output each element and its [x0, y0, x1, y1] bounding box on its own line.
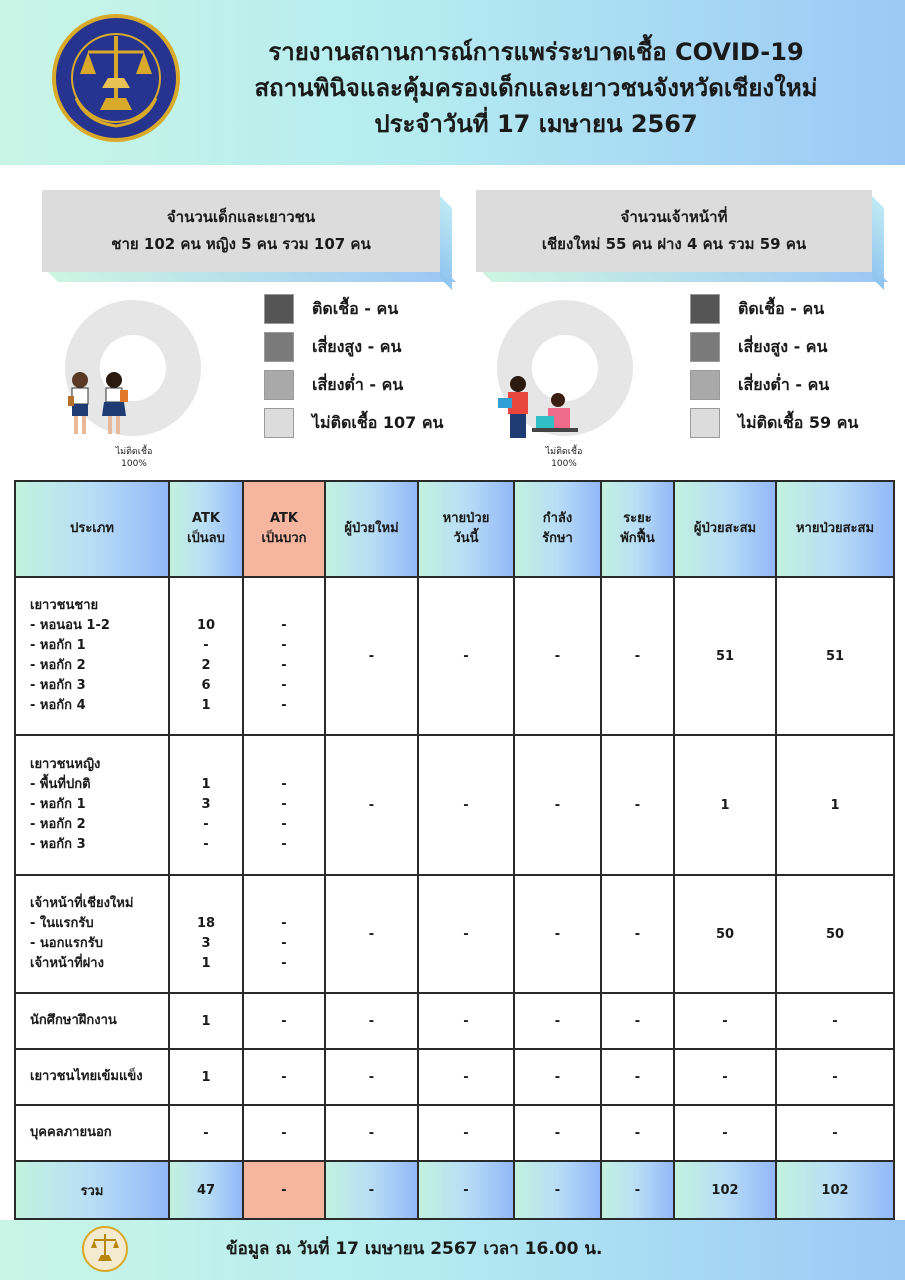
cumulative-recovered-cell: 50: [776, 875, 894, 993]
cell-value: 10: [196, 618, 216, 633]
recovered-today-cell: -: [418, 1105, 514, 1161]
legend-swatch: [690, 408, 720, 438]
legend-label: ไม่ติดเชื้อ 59 คน: [738, 412, 859, 432]
legend-label: เสี่ยงสูง - คน: [738, 336, 828, 356]
cumulative-patients-cell: -: [674, 993, 776, 1049]
cell-value: -: [281, 698, 287, 713]
under-treatment-cell: -: [514, 1105, 601, 1161]
atk-positive-cell: -: [243, 993, 325, 1049]
cell-value: 3: [201, 797, 211, 812]
type-cell: เยาวชนไทยเข้มแข็ง: [15, 1049, 169, 1105]
header-text: ระยะ: [623, 511, 652, 526]
cell-value: -: [281, 916, 287, 931]
cell-value: [244, 755, 324, 775]
legend-swatch: [690, 370, 720, 400]
cumulative-patients-cell: 1: [674, 735, 776, 875]
row-sublabel: - หอกัก 3: [30, 678, 86, 693]
data-timestamp: ข้อมูล ณ วันที่ 17 เมษายน 2567 เวลา 16.00 น.: [226, 1239, 603, 1259]
staff-count-detail: เชียงใหม่ 55 คน ฝาง 4 คน รวม 59 คน: [541, 235, 807, 253]
col-header-type: [15, 481, 169, 577]
cell-value: [244, 596, 324, 616]
legend-item-high-risk: [690, 328, 858, 366]
legend-swatch: [264, 294, 294, 324]
col-header-under-treatment: [514, 481, 601, 577]
type-cell: [15, 577, 169, 735]
row-sublabel: - ในแรกรับ: [30, 916, 94, 931]
col-header-cumulative-recovered: [776, 481, 894, 577]
header-text: เป็นบวก: [261, 531, 307, 546]
cumulative-patients-cell: 51: [674, 577, 776, 735]
cumulative-recovered-cell: -: [776, 993, 894, 1049]
atk-negative-cell: [169, 735, 243, 875]
atk-negative-cell: -: [169, 1105, 243, 1161]
row-label: เจ้าหน้าที่เชียงใหม่: [30, 896, 134, 911]
cell-value: -: [281, 658, 287, 673]
cumulative-recovered-cell: -: [776, 1105, 894, 1161]
under-treatment-cell: -: [514, 735, 601, 875]
table-row-outsiders: [15, 1105, 894, 1161]
under-treatment-cell: -: [514, 577, 601, 735]
legend-label: ไม่ติดเชื้อ 107 คน: [312, 412, 444, 432]
atk-positive-cell: [243, 875, 325, 993]
row-sublabel: - นอกแรกรับ: [30, 936, 103, 951]
legend-label: เสี่ยงสูง - คน: [312, 336, 402, 356]
youth-count-title: จำนวนเด็กและเยาวชน: [166, 208, 316, 226]
cumulative-patients-cell: -: [674, 1105, 776, 1161]
cell-value: [170, 755, 242, 775]
cumulative-recovered-cell: 51: [776, 577, 894, 735]
cell-value: -: [281, 936, 287, 951]
legend-label: ติดเชื้อ - คน: [738, 298, 825, 318]
legend-swatch: [690, 332, 720, 362]
header-text: ผู้ป่วยใหม่: [344, 521, 399, 536]
cumulative-patients-cell: -: [674, 1049, 776, 1105]
col-header-cumulative-patients: [674, 481, 776, 577]
total-new-patients-cell: -: [325, 1161, 418, 1219]
staff-illustration: [496, 374, 582, 440]
new-patients-cell: -: [325, 1049, 418, 1105]
recovery-period-cell: -: [601, 993, 674, 1049]
header-text: ประเภท: [70, 521, 114, 536]
footer-banner: [0, 1220, 905, 1280]
under-treatment-cell: -: [514, 875, 601, 993]
atk-negative-cell: [169, 875, 243, 993]
atk-positive-cell: -: [243, 1049, 325, 1105]
legend-swatch: [264, 370, 294, 400]
cell-value: [170, 596, 242, 616]
cell-value: -: [281, 777, 287, 792]
covid-status-table: [14, 480, 895, 1220]
header-text: ผู้ป่วยสะสม: [693, 521, 757, 536]
staff-donut-percent: 100%: [551, 459, 577, 469]
youth-legend: [264, 290, 444, 442]
atk-positive-cell: [243, 577, 325, 735]
row-sublabel: - หอกัก 1: [30, 797, 86, 812]
type-cell: นักศึกษาฝึกงาน: [15, 993, 169, 1049]
col-header-new-patients: [325, 481, 418, 577]
atk-negative-cell: 1: [169, 1049, 243, 1105]
header-text: ATK: [270, 511, 298, 526]
legend-item-low-risk: [690, 366, 858, 404]
recovery-period-cell: -: [601, 1049, 674, 1105]
recovery-period-cell: -: [601, 735, 674, 875]
table-row-female-youth: [15, 735, 894, 875]
total-cumulative-patients-cell: 102: [674, 1161, 776, 1219]
title-line-3: ประจำวันที่ 17 เมษายน 2567: [374, 110, 698, 138]
row-sublabel: - หอกัก 4: [30, 698, 86, 713]
recovered-today-cell: -: [418, 993, 514, 1049]
cell-value: 1: [201, 777, 211, 792]
title-line-1: รายงานสถานการณ์การแพร่ระบาดเชื้อ COVID-19: [268, 38, 804, 66]
recovered-today-cell: -: [418, 1049, 514, 1105]
recovered-today-cell: -: [418, 875, 514, 993]
header-text: หายป่วยสะสม: [795, 521, 875, 536]
cell-value: -: [281, 817, 287, 832]
legend-label: เสี่ยงต่ำ - คน: [738, 374, 830, 394]
total-label-cell: รวม: [15, 1161, 169, 1219]
cell-value: 18: [196, 916, 216, 931]
cell-value: -: [281, 837, 287, 852]
atk-positive-cell: [243, 735, 325, 875]
col-header-atk-negative: [169, 481, 243, 577]
header-text: เป็นลบ: [187, 531, 225, 546]
footer-seal-logo: [82, 1226, 128, 1272]
row-sublabel: เจ้าหน้าที่ฝาง: [30, 956, 104, 971]
title-line-2: สถานพินิจและคุ้มครองเด็กและเยาวชนจังหวัดเชียงใหม่: [254, 74, 818, 102]
table-row-interns: [15, 993, 894, 1049]
col-header-recovered-today: [418, 481, 514, 577]
cell-value: 1: [201, 698, 211, 713]
row-sublabel: - หอกัก 2: [30, 658, 86, 673]
recovered-today-cell: -: [418, 735, 514, 875]
table-row-total: [15, 1161, 894, 1219]
col-header-recovery-period: [601, 481, 674, 577]
legend-swatch: [264, 332, 294, 362]
total-recovered-today-cell: -: [418, 1161, 514, 1219]
staff-count-title: จำนวนเจ้าหน้าที่: [620, 208, 728, 226]
report-title: [196, 34, 876, 142]
total-under-treatment-cell: -: [514, 1161, 601, 1219]
cell-value: -: [281, 797, 287, 812]
under-treatment-cell: -: [514, 1049, 601, 1105]
cell-value: 2: [201, 658, 211, 673]
legend-label: ติดเชื้อ - คน: [312, 298, 399, 318]
legend-item-infected: [264, 290, 444, 328]
row-sublabel: - หอกัก 3: [30, 837, 86, 852]
new-patients-cell: -: [325, 735, 418, 875]
legend-swatch: [264, 408, 294, 438]
youth-count-detail: ชาย 102 คน หญิง 5 คน รวม 107 คน: [111, 235, 371, 253]
cell-value: 1: [201, 956, 211, 971]
cumulative-recovered-cell: 1: [776, 735, 894, 875]
legend-swatch: [690, 294, 720, 324]
legend-item-infected: [690, 290, 858, 328]
cell-value: -: [281, 956, 287, 971]
legend-item-low-risk: [264, 366, 444, 404]
atk-negative-cell: 1: [169, 993, 243, 1049]
staff-donut-caption: [524, 446, 604, 470]
youth-count-box: [42, 190, 440, 272]
total-recovery-period-cell: -: [601, 1161, 674, 1219]
row-sublabel: - หอกัก 1: [30, 638, 86, 653]
cell-value: [170, 894, 242, 914]
legend-item-not-infected: [264, 404, 444, 442]
under-treatment-cell: -: [514, 993, 601, 1049]
students-illustration: [64, 368, 136, 440]
youth-donut-caption: [94, 446, 174, 470]
row-sublabel: - หอกัก 2: [30, 817, 86, 832]
type-cell: [15, 735, 169, 875]
cell-value: -: [281, 638, 287, 653]
youth-donut-percent: 100%: [121, 459, 147, 469]
atk-negative-cell: [169, 577, 243, 735]
row-sublabel: - พื้นที่ปกติ: [30, 777, 91, 792]
table-row-strong-youth: [15, 1049, 894, 1105]
header-banner: [0, 0, 905, 165]
type-cell: [15, 875, 169, 993]
table-row-staff: [15, 875, 894, 993]
cell-value: -: [281, 678, 287, 693]
row-label: เยาวชนหญิง: [30, 757, 101, 772]
cell-value: [244, 894, 324, 914]
staff-count-box: [476, 190, 872, 272]
staff-legend: [690, 290, 858, 442]
recovery-period-cell: -: [601, 875, 674, 993]
legend-item-not-infected: [690, 404, 858, 442]
cell-value: -: [203, 837, 209, 852]
cell-value: 6: [201, 678, 211, 693]
header-text: กำลัง: [542, 511, 573, 526]
atk-positive-cell: -: [243, 1105, 325, 1161]
table-row-male-youth: [15, 577, 894, 735]
total-atk-positive-cell: -: [243, 1161, 325, 1219]
table-header-row: [15, 481, 894, 577]
cell-value: 3: [201, 936, 211, 951]
total-atk-negative-cell: 47: [169, 1161, 243, 1219]
new-patients-cell: -: [325, 577, 418, 735]
legend-item-high-risk: [264, 328, 444, 366]
type-cell: บุคคลภายนอก: [15, 1105, 169, 1161]
header-text: วันนี้: [453, 531, 479, 546]
recovery-period-cell: -: [601, 577, 674, 735]
header-text: รักษา: [542, 531, 573, 546]
cell-value: -: [281, 618, 287, 633]
cell-value: -: [203, 638, 209, 653]
header-text: พักฟื้น: [620, 531, 655, 546]
youth-donut-label: ไม่ติดเชื้อ: [115, 447, 153, 457]
row-sublabel: - หอนอน 1-2: [30, 618, 110, 633]
staff-donut-label: ไม่ติดเชื้อ: [545, 447, 583, 457]
recovery-period-cell: -: [601, 1105, 674, 1161]
department-seal-logo: [52, 14, 180, 142]
col-header-atk-positive: [243, 481, 325, 577]
cumulative-recovered-cell: -: [776, 1049, 894, 1105]
total-cumulative-recovered-cell: 102: [776, 1161, 894, 1219]
header-text: ATK: [192, 511, 220, 526]
recovered-today-cell: -: [418, 577, 514, 735]
cumulative-patients-cell: 50: [674, 875, 776, 993]
new-patients-cell: -: [325, 875, 418, 993]
legend-label: เสี่ยงต่ำ - คน: [312, 374, 404, 394]
new-patients-cell: -: [325, 1105, 418, 1161]
cell-value: -: [203, 817, 209, 832]
row-label: เยาวชนชาย: [30, 598, 99, 613]
new-patients-cell: -: [325, 993, 418, 1049]
header-text: หายป่วย: [442, 511, 490, 526]
